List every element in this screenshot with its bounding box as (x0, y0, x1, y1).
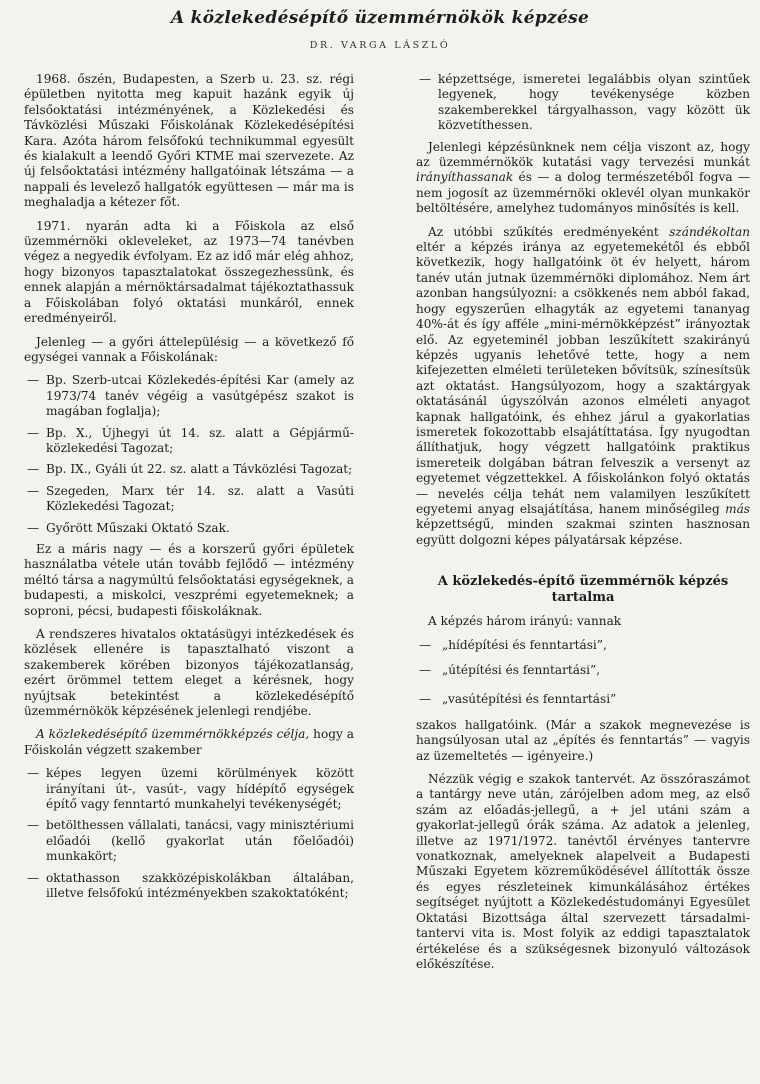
paragraph: 1968. őszén, Budapesten, a Szerb u. 23. sz. régi épületben nyitotta meg kapuit hazánk egyik új felsőoktatási intézményének, a Közlekedési és Távközlési Műszaki Főiskolának Közlekedésépítési Kara. Azóta három felsőfokú technikummal egyesült és kialakult a leendő Győri KTME mai szervezete. Az új felsőoktatási intézmény hallgatóinak létszáma — a nappali és levelező hallgatók együttesen — már ma is meghaladja a kétezer főt. (24, 72, 354, 210)
section-heading: A közlekedés-építő üzemmérnök képzés tartalma (437, 574, 729, 606)
list-item: — betölthessen vállalati, tanácsi, vagy minisztériumi előadói (kellő gyakorlat után főelőadói) munkakört; (24, 818, 354, 864)
emphasis-text: szándékoltan (669, 224, 750, 239)
list-item: — „útépítési és fenntartási”, (416, 663, 750, 678)
paragraph: Nézzük végig e szakok tantervét. Az összóraszámot a tantárgy neve után, zárójelben adom meg, az első szám az előadás-jellegű, a + jel utáni szám a gyakorlat-jellegű órák száma. Az adatok a jelenleg, illetve az 1971/1972. tanévtől érvényes tantervre vonatkoznak, amelyeknek alapelveit a Budapesti Műszaki Egyetem közreműködésével állították össze és egyes részleteinek kimunkálásához értékes segítséget nyújtott a Közlekedéstudományi Egyesület Oktatási Bizottsága által szervezett társadalmi-tantervi vita is. Most folyik az eddigi tapasztalatok értékelése és a szükségesnek bizonyuló változások előkészítése. (416, 772, 750, 971)
article-author: DR. VARGA LÁSZLÓ (309, 40, 451, 51)
emphasis-text: más (725, 501, 750, 516)
emphasis-text: irányíthassanak (416, 170, 514, 185)
goal-list (24, 766, 354, 901)
emphasis-text: A közlekedésépítő üzemmérnökképzés célja, (36, 727, 310, 742)
list-item: — képzettsége, ismeretei legalábbis olyan szintűek legyenek, hogy tevékenysége közben szakemberekkel tárgyalhasson, vagy között ük közvetíthessen. (416, 72, 750, 134)
list-item: — Bp. X., Újhegyi út 14. sz. alatt a Gépjármű-közlekedési Tagozat; (24, 426, 354, 457)
paragraph-text: és — a dolog természetéből fogva — nem jogosít az üzemmérnöki oklevél olyan munkakör beltöltésére, amelyhez tudományos minősítés is kell. (416, 170, 750, 216)
paragraph: A rendszeres hivatalos oktatásügyi intézkedések és közlések ellenére is tapasztalható viszont a szakemberek körében bizonyos tájékozatlanság, ezért örömmel tettem eleget a kérésnek, hogy nyújtsak betekintést a közlekedésépítő üzemmérnökök képzésének jelenlegi rendjébe. (24, 627, 354, 719)
paragraph: Ez a máris nagy — és a korszerű győri épületek használatba vétele után tovább fejlődő — intézmény méltó társa a nagymúltú felsőoktatási egységeknek, a budapesti, a miskolci, veszprémi egyetemeknek; a soproni, pécsi, budapesti főiskoláknak. (24, 541, 354, 618)
article-title: A közlekedésépítő üzemmérnökök képzése (170, 8, 590, 28)
right-column (416, 72, 750, 980)
goal-list-continued (416, 72, 750, 134)
unit-list (24, 373, 354, 536)
paragraph (416, 225, 750, 549)
paragraph: szakos hallgatóink. (Már a szakok megnevezése is hangsúlyosan utal az „építés és fenntartás” — vagyis az üzemeltetés — igényeire.) (416, 717, 750, 763)
paragraph-text: hogy a Főiskolán végzett szakember (24, 727, 354, 757)
paragraph-text: eltér a képzés iránya az egyetemekétől és ebből következik, hogy hallgatóink öt év helyett, három tanév után jutnak üzemmérnöki diplomához. Nem árt azonban hangsúlyozni: a csökkenés nem abból fakad, hogy egyszerűen elhagyták az egyetemi tananyag 40%-át és így afféle „mini-mérnökképzést” irányoztak elő. Az egyeteminél jobban leszűkített szakirányú képzés ugyanis lehetővé tette, hogy a nem kifejezetten elméleti területeken bővítsük, színesítsük azt oktatást. Hangsúlyozom, hogy a szaktárgyak oktatásánál úgyszólván azonos elméleti anyagot kapnak hallgatóink, és ehhez járul a gyakorlatias ismeretek fokozottabb elsajátíttatása. Így nyugodtan állíthatjuk, hogy végzett hallgatóink praktikus ismereteik dolgában bátran felveszik a versenyt az egyetemet végzettekkel. A főiskolánkon folyó oktatás — nevelés célja tehát nem valamilyen leszűkített egyetemi anyag elsajátítása, hanem minőségileg (416, 240, 750, 516)
list-item: — Bp. IX., Gyáli út 22. sz. alatt a Távközlési Tagozat; (24, 462, 354, 477)
paragraph (24, 727, 354, 758)
list-item: — oktathasson szakközépiskolákban általában, illetve felsőfokú intézményekben szakoktatóként; (24, 871, 354, 902)
list-item: — Győrött Műszaki Oktató Szak. (24, 521, 354, 536)
list-item: — „vasútépítési és fenntartási” (416, 692, 750, 707)
paragraph: Jelenleg — a győri áttelepülésig — a következő fő egységei vannak a Főiskolának: (24, 334, 354, 364)
list-item: — képes legyen üzemi körülmények között irányítani út-, vasút-, vagy hídépítő egységek építő vagy fenntartó munkahelyi tevékenységét; (24, 766, 354, 812)
list-item: — Szegeden, Marx tér 14. sz. alatt a Vasúti Közlekedési Tagozat; (24, 484, 354, 515)
branch-list (416, 638, 750, 708)
left-column (24, 72, 354, 908)
paragraph: A képzés három irányú: vannak (428, 614, 622, 629)
paragraph (416, 140, 750, 217)
paragraph-text: Jelenlegi képzésünknek nem célja viszont az, hogy az üzemmérnökök kutatási vagy tervezési munkát (416, 139, 750, 170)
paragraph: 1971. nyarán adta ki a Főiskola az első üzemmérnöki okleveleket, az 1973—74 tanévben végez a negyedik évfolyam. Ez az idő már elég ahhoz, hogy bizonyos tapasztalatokat összegezhessünk, és ennek alapján a mérnöktársadalmat tájékoztathassuk a Főiskolában folyó oktatási munkáról, ennek eredményeiről. (24, 218, 354, 326)
paragraph-text: képzettségű, minden szakmai szinten hasznosan együtt dolgozni képes pályatársak képzése. (416, 517, 750, 547)
paragraph-text: Az utóbbi szűkítés eredményeként (428, 224, 670, 239)
list-item: — „hídépítési és fenntartási”, (416, 638, 750, 653)
list-item: — Bp. Szerb-utcai Közlekedés-építési Kar (amely az 1973/74 tanév végéig a vasútgépész szakot is magában foglalja); (24, 373, 354, 419)
